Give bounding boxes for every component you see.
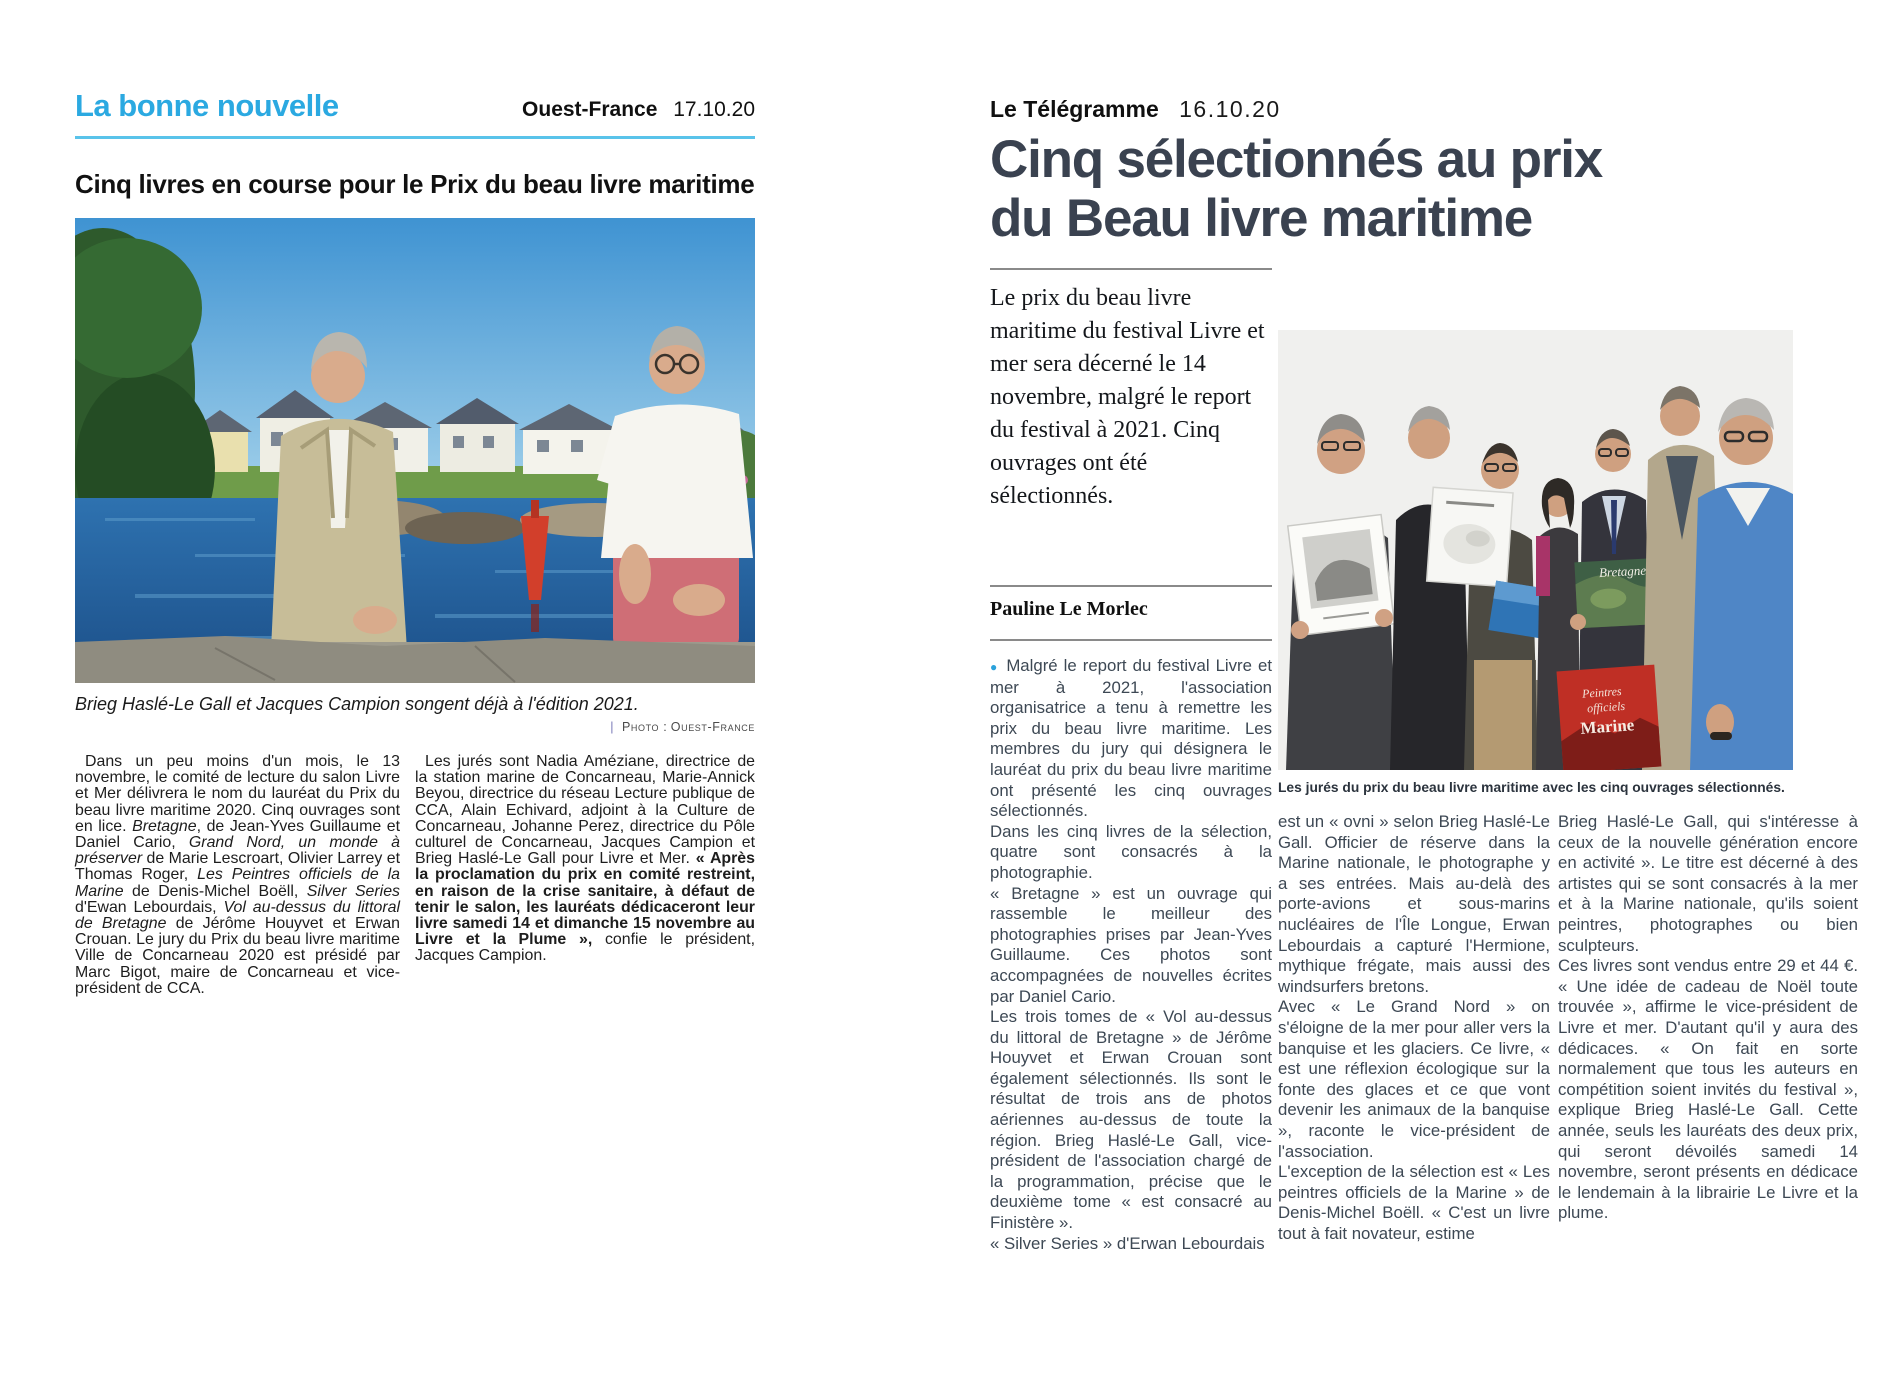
text-run: d'Ewan Lebourdais, [75, 898, 224, 916]
telegramme-article [990, 96, 1858, 1356]
paragraph [1278, 812, 1550, 997]
text-run: de Denis-Michel Boëll, [123, 882, 307, 900]
book-grand-nord [1427, 487, 1513, 586]
paragraph [990, 656, 1272, 822]
rule-above-byline [990, 585, 1272, 587]
headline-line-2: du Beau livre maritime [990, 189, 1533, 248]
article-lede: Le prix du beau livre maritime du festival Livre et mer sera décerné le 14 novembre, malgré le report du festival à 2021. Cinq ouvrages ont été sélectionnés. [990, 285, 1265, 509]
paragraph [415, 754, 755, 965]
text-run: Silver Series [306, 882, 401, 900]
text-run: Les trois tomes de « Vol au-dessus du littoral de Bretagne » de Jérôme Houyvet et Erwan Crouan sont également sélectionnés. Ils sont le résultat de trois ans de photos aériennes au-dessus de toute la région. Brieg Haslé-Le Gall, vice-président de l'association chargé de la programmation, précise que le deuxième tome « est consacré au Finistère ». [990, 1007, 1272, 1233]
headline-line-1: Cinq sélectionnés au prix [990, 130, 1603, 189]
text-run: Malgré le report du festival Livre et mer à 2021, l'association organisatrice a tenu à remettre les prix du beau livre maritime. Les membres du jury qui désignera le lauréat du prix du beau livre maritime ont présenté les cinq ouvrages sélectionnés. [990, 656, 1272, 821]
hand [1375, 609, 1393, 627]
text-run: Les jurés sont Nadia Améziane, directrice de la station marine de Concarneau, Marie-Annick Beyou, directrice du réseau Lecture publique de CCA, Alain Echivard, adjoint à la Culture de Concarneau, Johanne Perez, directrice du Pôle culturel de Concarneau, Jacques Campion et Brieg Haslé-Le Gall pour Livre et Mer. [415, 753, 755, 868]
text-run: Dans les cinq livres de la sélection, quatre sont consacrés à la photographie. [990, 821, 1272, 882]
text-run: L'exception de la sélection est « Les peintres officiels de la Marine » de Denis-Michel Boëll. « C'est un livre tout à fait novateur, estime [1278, 1162, 1550, 1243]
text-run: Avec « Le Grand Nord » on s'éloigne de la mer pour aller vers la banquise et les glaciers. Ce livre, « est une réflexion écologique sur la fonte des glaces et ce que vont devenir les animaux de la banquise », raconte le vice-président de l'association. [1278, 997, 1550, 1161]
bullet-icon: ● [990, 660, 1004, 674]
text-run: Dans un peu moins d'un mois, le 13 novembre, le comité de lecture du salon Livre et Mer délivrera le nom du lauréat du Prix du beau livre maritime 2020. Cinq ouvrages sont en lice. [75, 753, 400, 835]
blue-rule [75, 136, 755, 139]
text-run: Les Peintres officiels de la Marine [75, 866, 400, 900]
paragraph [1558, 956, 1858, 1224]
text-run: « Après la proclamation du prix en comité restreint, en raison de la crise sanitaire, à défaut de tenir le salon, les lauréats dédicaceront leur livre samedi 14 et dimanche 15 novembre au Livre et la Plume », [415, 850, 755, 949]
text-run: Ces livres sont vendus entre 29 et 44 €. « Une idée de cadeau de Noël toute trouvée », affirme le vice-président de Livre et mer. D'autant qu'il y aura des dédicaces. « On fait en sorte normalement que tous les auteurs en compétition soient invités du festival », explique Brieg Haslé-Le Gall. Cette année, seuls les lauréats des deux prix, qui seront dévoilés samedi 14 novembre, seront présents en dédicace le lendemain à la librairie Le Livre et la plume. [1558, 956, 1858, 1223]
paragraph [990, 1007, 1272, 1234]
paragraph [1278, 997, 1550, 1162]
body-column-1 [990, 656, 1272, 1254]
text-run: « Silver Series » d'Erwan Lebourdais [990, 1233, 1265, 1253]
paragraph [990, 884, 1272, 1008]
body-column-1 [75, 754, 400, 997]
article-headline [990, 130, 1858, 248]
source-name: Le Télégramme [990, 96, 1159, 122]
telegramme-header [990, 96, 1858, 123]
red-book-title-line3: Marine [1579, 715, 1635, 738]
paragraph [75, 754, 400, 997]
source-date: 17.10.20 [673, 98, 755, 121]
red-book-title-line1: Peintres [1581, 684, 1623, 701]
text-run: Brieg Haslé-Le Gall, qui s'intéresse à ceux de la nouvelle génération encore en activité ». Le titre est décerné à des artistes qui se sont consacrés à la mer et à la Marine nationale, qu'ils soient peintres, photographes ou bien sculpteurs. [1558, 812, 1858, 955]
red-book-title-line2: officiels [1586, 698, 1626, 716]
green-book-title: Bretagne [1598, 562, 1647, 581]
byline: Pauline Le Morlec [990, 598, 1148, 620]
article-title: Cinq livres en course pour le Prix du beau livre maritime [75, 169, 755, 199]
photo-caption: Brieg Haslé-Le Gall et Jacques Campion songent déjà à l'édition 2021. [75, 694, 639, 714]
paragraph [1558, 812, 1858, 956]
text-run: « Bretagne » est un ouvrage qui rassemble le meilleur des photographies prises par Jean-Yves Guillaume. Ces photos sont accompagnées de nouvelles écrites par Daniel Cario. [990, 883, 1272, 1006]
source-name: Ouest-France [522, 98, 658, 121]
credit-value: Ouest-France [670, 720, 755, 734]
text-run: Grand Nord, un monde à préserver [75, 834, 400, 868]
photo-caption: Les jurés du prix du beau livre maritime avec les cinq ouvrages sélectionnés. [1278, 780, 1785, 795]
book-peintres-marine [1556, 665, 1661, 770]
rule-below-byline [990, 639, 1272, 641]
credit-label: Photo : [621, 720, 668, 734]
credit-bar: | [610, 720, 614, 734]
source-date: 16.10.20 [1179, 96, 1281, 122]
body-column-2 [1278, 812, 1550, 1244]
text-run: de Marie Lescroart, Olivier Larrey et Thomas Roger, [75, 850, 400, 884]
ouest-france-article [75, 88, 755, 997]
paragraph [990, 1234, 1272, 1255]
body-column-2 [415, 754, 755, 997]
photo-credit [75, 720, 755, 734]
rule-above-lede [990, 268, 1272, 270]
article-photo-harbour [75, 218, 755, 683]
kicker: La bonne nouvelle [75, 88, 339, 123]
paragraph [1278, 1162, 1550, 1244]
text-run: Vol au-dessus du littoral de Bretagne [75, 898, 400, 933]
article-photo-jury [1278, 330, 1793, 770]
stone-quay [75, 636, 755, 683]
text-run: , de Jean-Yves Guillaume et Daniel Cario, [75, 817, 400, 852]
source-and-date [522, 98, 755, 122]
body-column-3 [1558, 812, 1858, 1224]
body-columns [75, 754, 755, 997]
ouest-france-header [75, 88, 755, 124]
hand [1570, 614, 1586, 630]
text-run: de Jérôme Houyvet et Erwan Crouan. Le jury du Prix du beau livre maritime Ville de Concarneau 2020 est présidé par Marc Bigot, maire de Concarneau et vice-président de CCA. [75, 915, 400, 997]
hand [1291, 621, 1309, 639]
text-run: confie le président, Jacques Campion. [415, 931, 755, 965]
paragraph [990, 822, 1272, 884]
text-run: Bretagne [132, 817, 197, 835]
text-run: est un « ovni » selon Brieg Haslé-Le Gall. Officier de réserve dans la Marine nationale, le photographe y a ses entrées. Mais au-delà des porte-avions et sous-marins nucléaires de l'Île Longue, Erwan Lebourdais a capturé l'Hermione, mythique frégate, mais aussi des windsurfers bretons. [1278, 812, 1550, 996]
